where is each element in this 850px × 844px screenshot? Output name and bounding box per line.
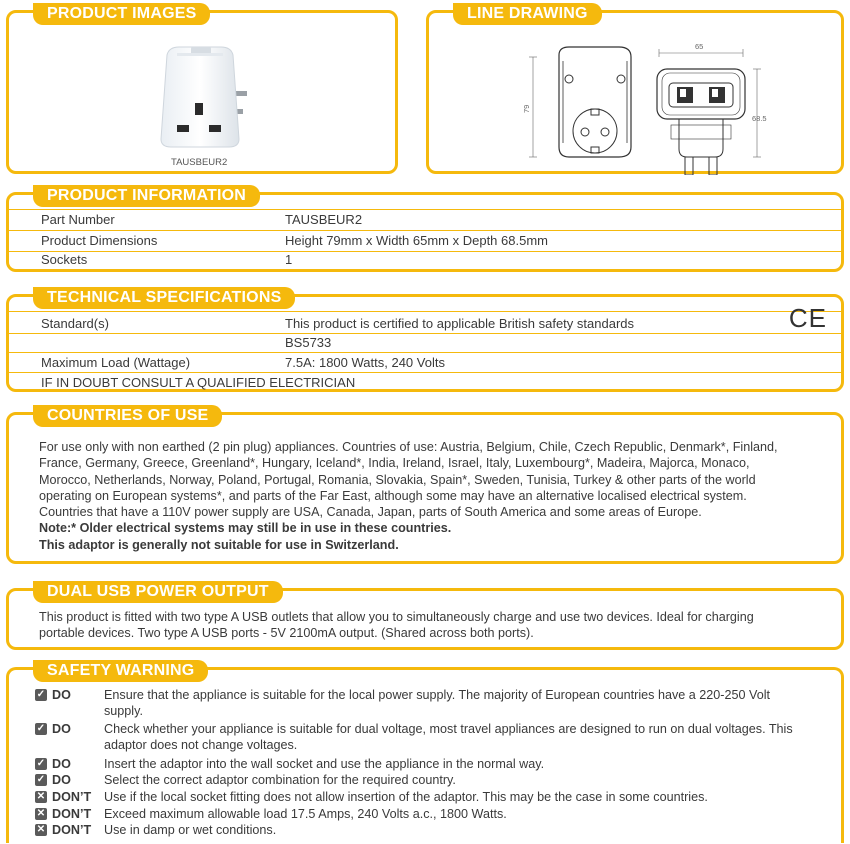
safety-label: DON’T (52, 790, 92, 804)
safety-label: DON’T (52, 823, 92, 837)
product-caption: TAUSBEUR2 (171, 157, 228, 168)
info-row-sockets (9, 250, 841, 270)
info-value: Height 79mm x Width 65mm x Depth 68.5mm (285, 233, 548, 248)
cross-icon: ✕ (36, 824, 46, 835)
countries-line: operating on European systems*, and parts of the Far East, although some may have an alternative localised electrical system. (39, 488, 747, 503)
safety-text: Use if the local socket fitting does not allow insertion of the adaptor. This may be the case in some countries. (104, 790, 708, 804)
cross-icon: ✕ (36, 791, 46, 802)
dual-usb-title: DUAL USB POWER OUTPUT (33, 581, 283, 603)
countries-paragraph (39, 439, 823, 553)
ce-mark: CE (788, 303, 827, 333)
safety-label: DO (52, 722, 71, 736)
dual-usb-line: This product is fitted with two type A USB outlets that allow you to simultaneously charge and use two devices. Ideal for charging (39, 610, 754, 624)
safety-text: Use in damp or wet conditions. (104, 823, 277, 837)
info-value: TAUSBEUR2 (285, 212, 363, 227)
check-icon: ✓ (36, 774, 46, 785)
cross-icon: ✕ (36, 808, 46, 819)
safety-text: Ensure that the appliance is suitable for the local power supply. The majority of European countries have a 220-250 Volt supply. (104, 688, 771, 718)
info-label: Sockets (41, 252, 88, 267)
technical-drawing (521, 39, 781, 175)
info-label: Product Dimensions (41, 233, 158, 248)
safety-label: DON’T (52, 807, 92, 821)
switzerland-note: This adaptor is generally not suitable for use in Switzerland. (39, 537, 399, 552)
dual-usb-paragraph (39, 609, 823, 642)
product-images-panel (6, 5, 398, 174)
countries-line: For use only with non earthed (2 pin plug) appliances. Countries of use: Austria, Belgium, Chile, Czech Republic, Denmark*, Finland, (39, 440, 778, 454)
line-drawing-title: LINE DRAWING (453, 3, 602, 25)
safety-label: DO (52, 773, 71, 787)
spec-row-max-load (9, 353, 841, 373)
safety-text: Exceed maximum allowable load 17.5 Amps, 240 Volts a.c., 1800 Watts. (104, 807, 507, 821)
info-row-part-number (9, 210, 841, 230)
countries-line: Countries that have a 110V power supply are USA, Canada, Japan, parts of South America and some areas of Europe. (39, 505, 702, 520)
dim-width-label: 65 (695, 42, 704, 51)
product-photo (149, 41, 259, 153)
product-information-title: PRODUCT INFORMATION (33, 185, 260, 207)
countries-of-use-title: COUNTRIES OF USE (33, 405, 222, 427)
technical-specifications-title: TECHNICAL SPECIFICATIONS (33, 287, 295, 309)
safety-label: DO (52, 757, 71, 771)
spec-value: This product is certified to applicable British safety standards (285, 316, 635, 331)
countries-of-use-panel (6, 407, 844, 564)
spec-label: Standard(s) (41, 316, 109, 331)
safety-text: Insert the adaptor into the wall socket and use the appliance in the normal way. (104, 757, 545, 771)
safety-text: Check whether your appliance is suitable for dual voltage, most travel appliances are designed to run on dual voltages. This adaptor does not change voltages. (104, 722, 793, 752)
spec-row-warning (9, 373, 841, 393)
check-icon: ✓ (36, 689, 46, 700)
check-icon: ✓ (36, 723, 46, 734)
spec-row-standard-code (9, 333, 841, 353)
spec-label: Maximum Load (Wattage) (41, 355, 191, 370)
check-icon: ✓ (36, 758, 46, 769)
spec-value: 7.5A: 1800 Watts, 240 Volts (285, 355, 445, 370)
safety-warning-panel (6, 662, 844, 843)
safety-label: DO (52, 688, 71, 702)
dim-depth-label: 68.5 (752, 114, 767, 123)
dim-height-label: 79 (522, 104, 531, 113)
dual-usb-line: portable devices. Two type A USB ports - 5V 2100mA output. (Shared across both ports). (39, 626, 534, 641)
countries-line: Morocco, Netherlands, Norway, Poland, Portugal, Romania, Slovakia, Spain*, Sweden, Tunisia, Turkey & other parts of the world (39, 472, 756, 487)
spec-row-standards (9, 314, 841, 334)
line-drawing-panel (426, 5, 844, 174)
product-images-title: PRODUCT IMAGES (33, 3, 210, 25)
countries-line: France, Germany, Greece, Greenland*, Hungary, Iceland*, India, Ireland, Israel, Italy, Luxembourg*, Madeira, Majorca, Monaco, (39, 456, 750, 471)
safety-warning-title: SAFETY WARNING (33, 660, 208, 682)
info-row-dimensions (9, 231, 841, 251)
countries-note: Note:* Older electrical systems may still be in use in these countries. (39, 521, 452, 536)
product-information-panel (6, 187, 844, 272)
technical-specifications-panel (6, 289, 844, 392)
dual-usb-panel (6, 583, 844, 650)
spec-warning: IF IN DOUBT CONSULT A QUALIFIED ELECTRICIAN (41, 375, 356, 390)
info-label: Part Number (41, 212, 115, 227)
info-value: 1 (285, 252, 293, 267)
safety-text: Select the correct adaptor combination for the required country. (104, 773, 456, 787)
spec-value: BS5733 (285, 335, 332, 350)
